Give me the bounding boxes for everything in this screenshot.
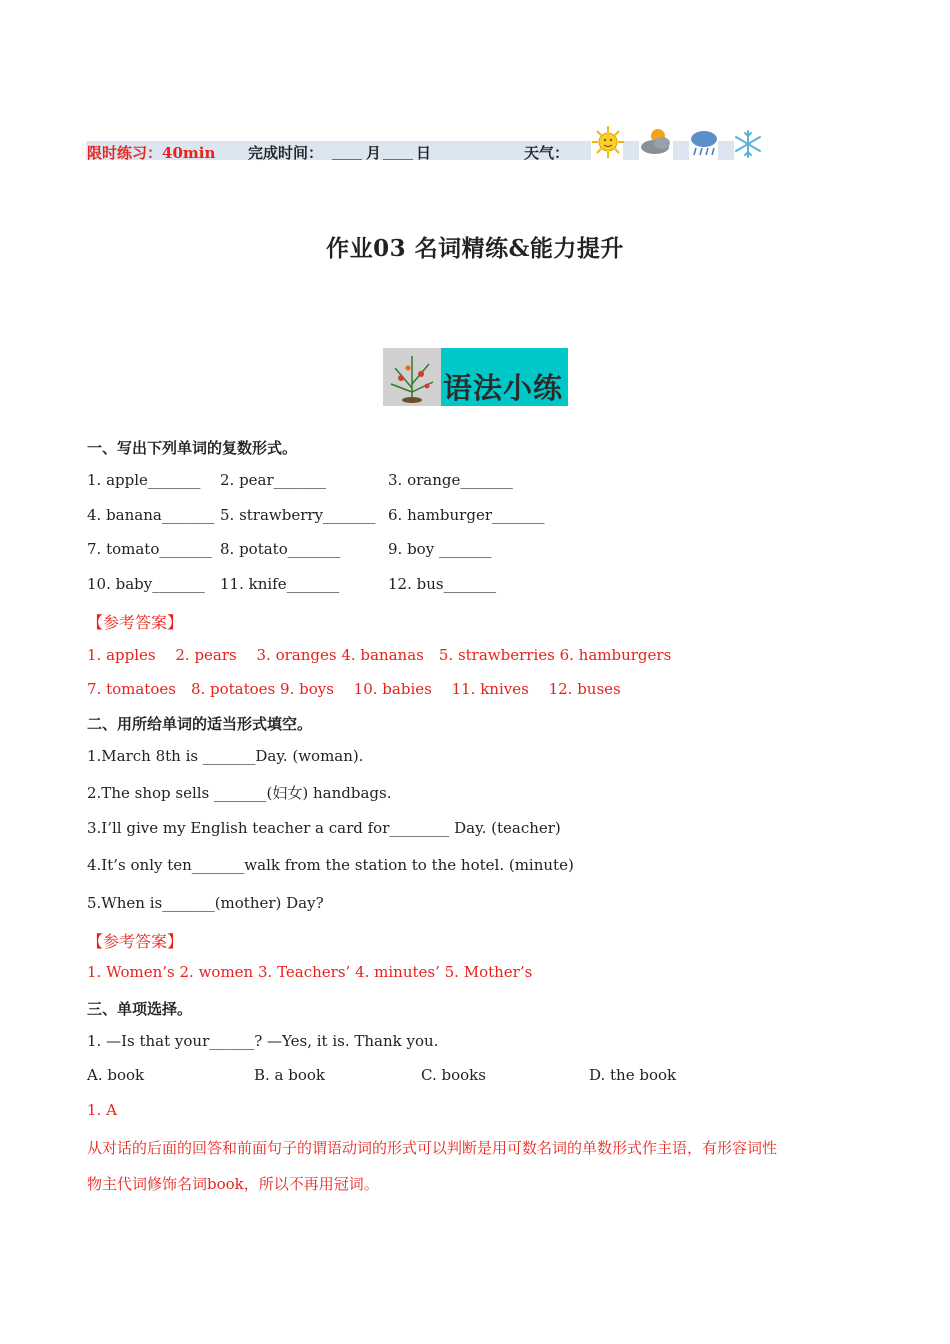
rain-icon[interactable] (687, 128, 721, 160)
exercise-item: 7. tomato_______ (87, 540, 212, 558)
explanation-line: 从对话的后面的回答和前面句子的谓语动词的形式可以判断是用可数名词的单数形式作主语，有形容词性 (87, 1139, 778, 1157)
exercise-item: 10. baby_______ (87, 575, 205, 593)
exercise-item: 8. potato_______ (220, 540, 341, 558)
exercise-item: 1. apple_______ (87, 471, 201, 489)
section3-heading: 三、单项选择。 (87, 1000, 193, 1018)
time-limit: 限时练习：40min (87, 144, 216, 162)
finish-label: 完成时间： (248, 144, 324, 162)
explanation-line: 物主代词修饰名词book，所以不再用冠词。 (87, 1175, 379, 1193)
answer-label: 【参考答案】 (87, 932, 184, 951)
exercise-item: 6. hamburger_______ (388, 506, 545, 524)
answers-line: 1. apples 2. pears 3. oranges 4. bananas 5. strawberries 6. hamburgers (87, 646, 672, 664)
section1-heading: 一、写出下列单词的复数形式。 (87, 439, 298, 457)
weather-label: 天气： (524, 144, 570, 162)
answers-line: 1. Women’s 2. women 3. Teachers’ 4. minutes’ 5. Mother’s (87, 963, 533, 981)
exercise-item: 4. banana_______ (87, 506, 215, 524)
section2-heading: 二、用所给单词的适当形式填空。 (87, 715, 313, 733)
page-title: 作业03 名词精练&能力提升 (326, 235, 624, 262)
option-a: A. book (87, 1066, 145, 1084)
answers-line: 7. tomatoes 8. potatoes 9. boys 10. babies 11. knives 12. buses (87, 680, 621, 698)
exercise-item: 11. knife_______ (220, 575, 340, 593)
exercise-item: 5. strawberry_______ (220, 506, 376, 524)
banner (441, 348, 568, 406)
exercise-item: 2.The shop sells _______(妇女) handbags. (87, 784, 392, 802)
exercise-item: 5.When is_______(mother) Day? (87, 894, 324, 912)
finish-day-label: 日 (416, 144, 432, 162)
plant-icon (383, 348, 441, 406)
option-b: B. a book (254, 1066, 326, 1084)
snowflake-icon[interactable] (733, 129, 763, 159)
exercise-item: 1.March 8th is _______Day. (woman). (87, 747, 364, 765)
finish-day-blank[interactable]: ____ (383, 142, 413, 160)
banner-plant-image (383, 348, 441, 406)
option-d: D. the book (589, 1066, 677, 1084)
exercise-item: 3. orange_______ (388, 471, 513, 489)
banner-text: 语法小练 (443, 371, 564, 405)
finish-month-label: 月 (366, 144, 382, 162)
finish-month-blank[interactable]: ____ (332, 142, 362, 160)
exercise-item: 12. bus_______ (388, 575, 497, 593)
option-c: C. books (421, 1066, 486, 1084)
answer-label: 【参考答案】 (87, 613, 184, 632)
exercise-item: 3.I’ll give my English teacher a card for________ Day. (teacher) (87, 819, 561, 837)
answer: 1. A (87, 1101, 117, 1119)
exercise-item: 9. boy _______ (388, 540, 492, 558)
question: 1. —Is that your______? —Yes, it is. Thank you. (87, 1032, 439, 1050)
sun-icon[interactable] (590, 124, 626, 160)
exercise-item: 2. pear_______ (220, 471, 327, 489)
partly-cloudy-icon[interactable] (638, 126, 676, 158)
exercise-item: 4.It’s only ten_______walk from the station to the hotel. (minute) (87, 856, 574, 874)
